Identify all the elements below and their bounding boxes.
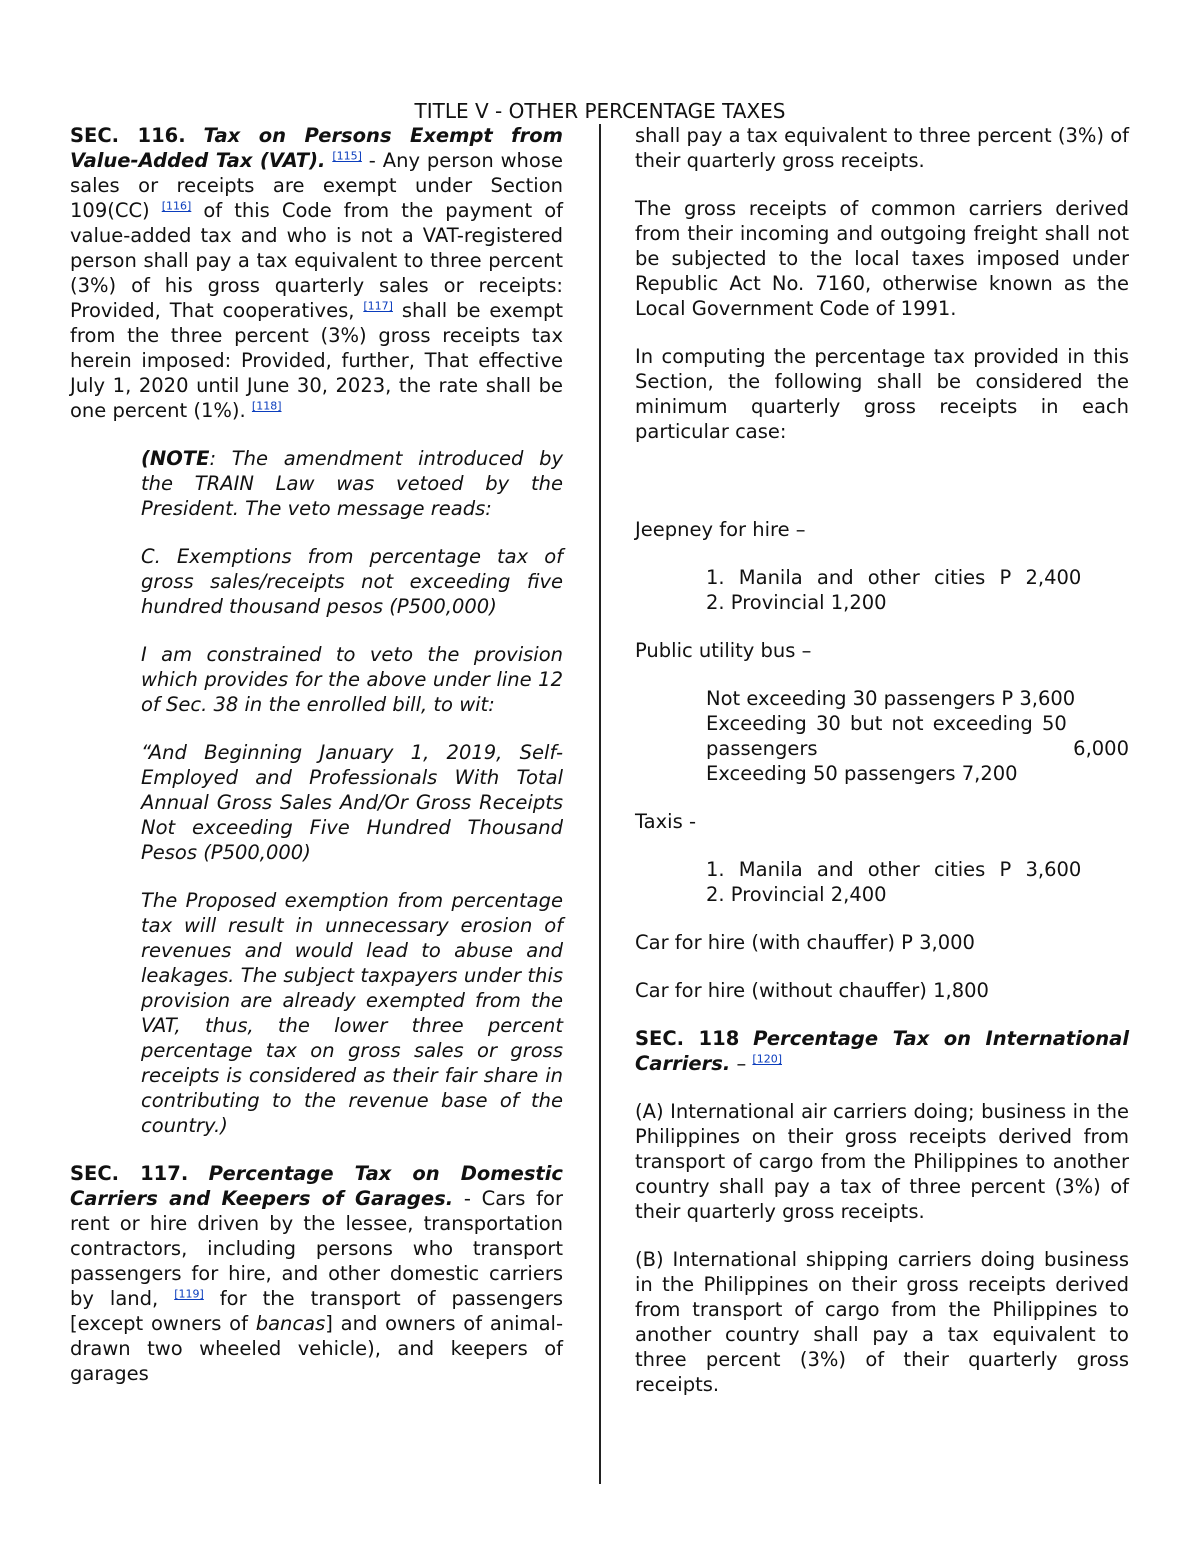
bus-rate-2: Exceeding 30 but not exceeding 50 <box>706 712 1067 735</box>
veto-note <box>70 446 563 1138</box>
page-title: TITLE V - OTHER PERCENTAGE TAXES <box>414 99 786 123</box>
sec118-label: SEC. 118 <box>635 1027 740 1050</box>
sec117-text-3: ] and owners of animal-drawn two wheeled vehicle), and keepers of garages <box>70 1312 563 1385</box>
taxi-rate-manila: 1. Manila and other cities P 3,600 <box>706 858 1082 881</box>
sec118-para-a: (A) International air carriers doing; business in the Philippines on their gross receipts derived from transport of cargo from the Philippines to another country shall pay a tax of three percent (3%) of their quarterly gross receipts. <box>635 1100 1129 1223</box>
sec116-paragraph <box>70 123 563 423</box>
bus-rate-2-value: 6,000 <box>1073 737 1129 760</box>
note-paragraph-4: “And Beginning January 1, 2019, Self-Employed and Professionals With Total Annual Gross Sales And/Or Gross Receipts Not exceeding Five Hundred Thousand Pesos (P500,000) <box>141 741 563 864</box>
sec116-text-1: - Any person whose sales or receipts are exempt under Section 109(CC) <box>70 149 563 222</box>
taxi-rate-provincial: 2. Provincial 2,400 <box>706 883 887 906</box>
right-column <box>635 123 1129 1420</box>
jeepney-rate-manila: 1. Manila and other cities P 2,400 <box>706 566 1082 589</box>
footnote-link-118[interactable]: [118] <box>251 399 282 413</box>
sec118-dash: – <box>730 1052 753 1075</box>
sec117-text-2: for the transport of passengers [except owners of <box>70 1287 563 1335</box>
bus-list <box>635 686 1129 786</box>
sec116-text-3: shall be exempt from the three percent (3%) gross receipts tax herein imposed: Provided, further, That effective July 1, 2020 until June 30, 2023, the rate shall be one percent (1%). <box>70 299 564 422</box>
car-without-chauffer: Car for hire (without chauffer) 1,800 <box>635 979 989 1002</box>
sec118-name: Percentage Tax on International Carriers. <box>635 1027 1129 1075</box>
sec117-label: SEC. 117. <box>70 1162 189 1185</box>
taxi-heading: Taxis - <box>635 810 696 833</box>
note-paragraph-5: The Proposed exemption from percentage tax will result in unnecessary erosion of revenues and would lead to abuse and leakages. The subject taxpayers under this provision are already exempted from the VAT, thus, the lower three percent percentage tax on gross sales or gross receipts is considered as their fair share in contributing to the revenue base of the country.) <box>141 889 563 1137</box>
note-intro: : The amendment introduced by the TRAIN Law was vetoed by the President. The veto message reads: <box>141 447 563 520</box>
column-divider <box>599 124 601 1484</box>
bus-heading: Public utility bus – <box>635 639 812 662</box>
sec116-text-2: of this Code from the payment of value-added tax and who is not a VAT-registered person shall pay a tax equivalent to three percent (3%) of his gross quarterly sales or receipts: Provided, That cooperatives, <box>70 199 563 322</box>
sec117-bancas: bancas <box>255 1312 326 1335</box>
taxi-list <box>635 857 1129 907</box>
jeepney-list <box>635 565 1129 615</box>
sec117-paragraph-3: In computing the percentage tax provided in this Section, the following shall be considered the minimum quarterly gross receipts in each particular case: <box>635 345 1129 443</box>
bus-rate-3: Exceeding 50 passengers 7,200 <box>706 762 1018 785</box>
sec118-para-b: (B) International shipping carriers doing business in the Philippines on their gross receipts derived from transport of cargo from the Philippines to another country shall pay a tax equivalent to three percent (3%) of their quarterly gross receipts. <box>635 1248 1129 1396</box>
car-with-chauffer: Car for hire (with chauffer) P 3,000 <box>635 931 975 954</box>
footnote-link-117[interactable]: [117] <box>363 299 393 313</box>
bus-rate-2-label: passengers <box>706 737 818 760</box>
note-paragraph-2: C. Exemptions from percentage tax of gross sales/receipts not exceeding five hundred thousand pesos (P500,000) <box>141 545 563 618</box>
jeepney-heading: Jeepney for hire – <box>635 518 806 541</box>
sec117-continuation: shall pay a tax equivalent to three percent (3%) of their quarterly gross receipts. <box>635 124 1129 172</box>
jeepney-rate-provincial: 2. Provincial 1,200 <box>706 591 887 614</box>
footnote-link-115[interactable]: [115] <box>332 149 362 163</box>
note-paragraph-3: I am constrained to veto the provision which provides for the above under line 12 of Sec. 38 in the enrolled bill, to wit: <box>141 643 563 716</box>
sec117-paragraph-2: The gross receipts of common carriers derived from their incoming and outgoing freight shall not be subjected to the local taxes imposed under Republic Act No. 7160, otherwise known as the Local Government Code of 1991. <box>635 197 1129 320</box>
left-column <box>70 123 563 1386</box>
note-label: (NOTE <box>141 447 210 470</box>
sec116-name: Tax on Persons Exempt from Value-Added Tax (VAT). <box>70 124 563 172</box>
footnote-link-116[interactable]: [116] <box>161 199 192 213</box>
sec117-name: Percentage Tax on Domestic Carriers and Keepers of Garages. <box>70 1162 563 1210</box>
note-paragraph-1 <box>141 446 563 521</box>
footnote-link-119[interactable]: [119] <box>174 1287 204 1301</box>
sec117-text-1: - Cars for rent or hire driven by the lessee, transportation contractors, including persons who transport passengers for hire, and other domestic carriers by land, <box>70 1187 563 1310</box>
bus-rate-1: Not exceeding 30 passengers P 3,600 <box>706 687 1076 710</box>
sec117-paragraph <box>70 1161 563 1386</box>
sec118-heading <box>635 1026 1129 1076</box>
sec116-label: SEC. 116. <box>70 124 186 147</box>
bus-rate-2-cont <box>706 736 1129 761</box>
footnote-link-120[interactable]: [120] <box>752 1052 782 1066</box>
